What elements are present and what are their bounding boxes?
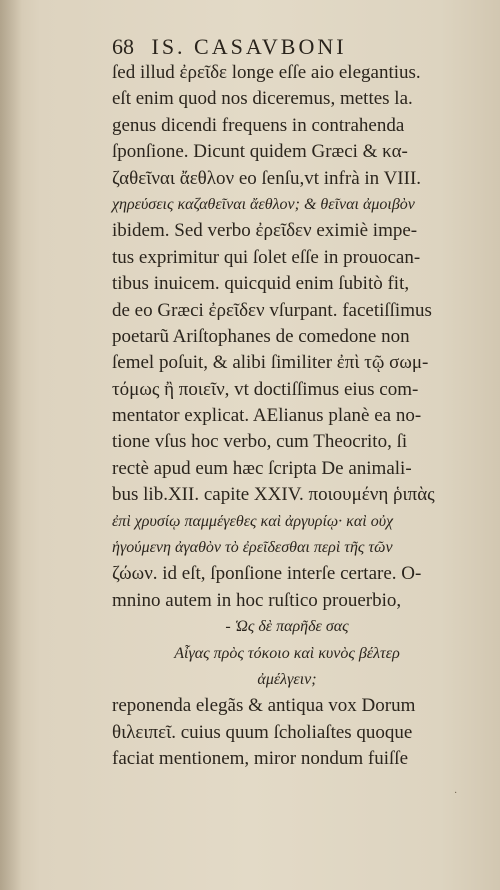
text-line: ζαθεῖναι ἄεθλον eo ſenſu,vt infrà in VIII. [112,167,422,189]
text-line: ἐπὶ χρυσίῳ παμμέγεθες καὶ ἀργυρίῳ· καὶ οὐχ [112,512,394,530]
text-line: tione vſus hoc verbo, cum Theocrito, ſi [112,431,408,453]
text-line: ſponſione. Dicunt quidem Græci & κα- [112,141,408,163]
text-line: de eo Græci ἐρεῖδεν vſurpant. facetiſſimus [112,299,432,321]
text-line: τόμως ἢ ποιεῖν, vt doctiſſimus eius com- [112,378,419,400]
running-head: IS. CASAVBONI [151,34,347,59]
text-line: eſt enim quod nos diceremus, mettes la. [112,88,413,110]
text-line: θιλειπεῖ. cuius quum ſcholiaſtes quoque [112,721,413,743]
text-line: genus dicendi frequens in contrahenda [112,114,405,136]
text-line: poetarũ Ariſtophanes de comedone non [112,325,410,347]
text-line: χηρεύσεις καζαθεῖναι ἄεθλον; & θεῖναι ἀμοιβὸν [112,195,415,213]
page-number: 68 [112,34,134,59]
text-line: tus exprimitur qui ſolet eſſe in prouocan- [112,246,421,268]
verse-line: - Ὡς δὲ παρῆδε σας [225,618,349,636]
text-line: ἡγούμενη ἀγαθὸν τὸ ἐρεῖδεσθαι περὶ τῆς τῶν [112,539,393,557]
gutter-shadow [0,0,22,890]
text-line: tibus inuicem. quicquid enim ſubitò fit, [112,273,410,295]
text-line: ſed illud ἐρεῖδε longe eſſe aio elegantius. [112,62,421,83]
text-line: reponenda elegãs & antiqua vox Dorum [112,695,416,717]
page-header [112,34,347,60]
text-line: bus lib.XII. capite XXIV. ποιουμένη ῥιπὰς [112,484,435,506]
margin-mark: · [454,788,458,799]
text-line: rectè apud eum hæc ſcripta De animali- [112,457,412,479]
text-line: ſemel poſuit, & alibi ſimiliter ἐπὶ τῷ σωμ- [112,352,429,374]
text-line: ζώων. id eſt, ſponſione interſe certare. O- [112,563,422,585]
verse-line: ἀμέλγειν; [257,670,317,688]
verse-line: Αἶγας πρὸς τόκοιο καὶ κυνὸς βέλτερ [174,644,400,662]
text-line: mnino autem in hoc ruſtico prouerbio, [112,589,402,611]
text-line: faciat mentionem, miror nondum fuiſſe [112,748,409,770]
body-text [112,60,462,773]
text-line: mentator explicat. AElianus planè ea no- [112,405,422,427]
text-line: ibidem. Sed verbo ἐρεῖδεν eximiè impe- [112,220,418,242]
